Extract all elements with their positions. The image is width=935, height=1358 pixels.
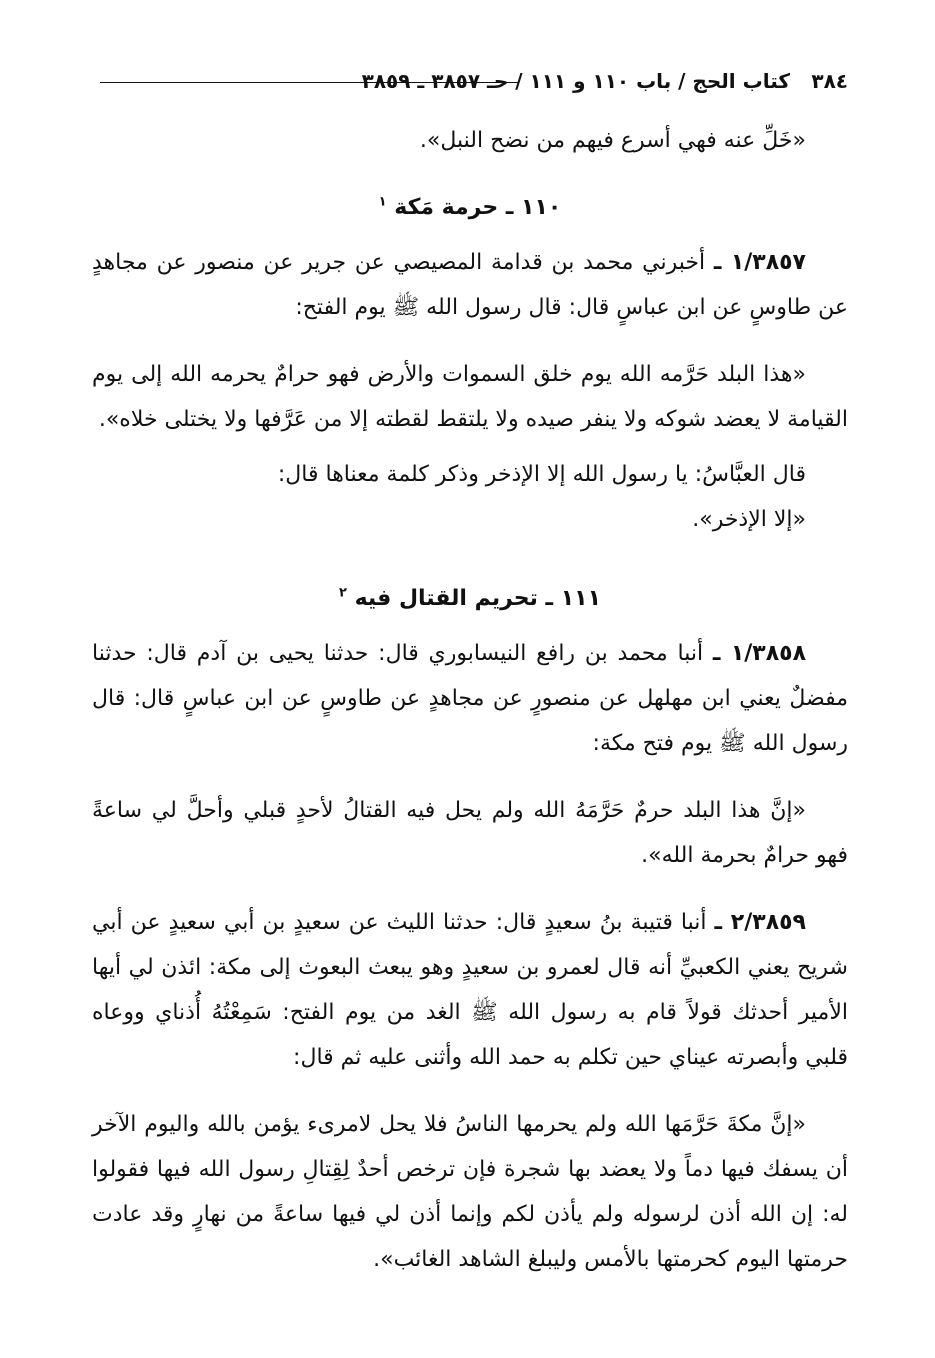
hadith-3858-chain-text: أنبا محمد بن رافع النيسابوري قال: حدثنا يحيى بن آدم قال: حدثنا مفضلٌ يعني ابن مهلهل عن منصورٍ عن مجاهدٍ عن طاوسٍ عن ابن عباسٍ قال: قال رسول الله ﷺ يوم فتح مكة: xyxy=(92,641,848,756)
hadith-number-3859: ٢/٣٨٥٩ ـ xyxy=(714,910,806,935)
chapter-title-110: ١١٠ ـ حرمة مَكة xyxy=(394,195,562,220)
running-header xyxy=(92,64,848,98)
footnote-ref-2: ٢ xyxy=(338,585,347,601)
hadith-3857-text: «هذا البلد حَرَّمه الله يوم خلق السموات والأرض فهو حرامٌ يحرمه الله إلى يوم القيامة لا يعضد شوكه ولا ينفر صيده ولا يلتقط لقطته إلا من عَرَّفها ولا يختلى خلاه». xyxy=(92,362,848,432)
hadith-number-3857: ١/٣٨٥٧ ـ xyxy=(713,250,806,275)
page-number: ٣٨٤ xyxy=(811,69,848,93)
spacer xyxy=(92,542,848,576)
spacer xyxy=(92,878,848,900)
spacer xyxy=(92,442,848,452)
spacer xyxy=(92,163,848,185)
chapter-heading-110 xyxy=(92,185,848,230)
chapter-heading-111 xyxy=(92,576,848,621)
hadith-3857-reply: «إلا الإذخر». xyxy=(692,507,806,532)
spacer xyxy=(92,330,848,352)
hadith-number-3858: ١/٣٨٥٨ ـ xyxy=(712,641,807,666)
hadith-3858-chain xyxy=(92,631,848,766)
hadith-3857-chain-text: أخبرني محمد بن قدامة المصيصي عن جرير عن منصور عن مجاهدٍ عن طاوسٍ عن ابن عباسٍ قال: قال رسول الله ﷺ يوم الفتح: xyxy=(92,250,848,320)
spacer xyxy=(92,230,848,240)
hadith-3858-text: «إنَّ هذا البلد حرمٌ حَرَّمَهُ الله ولم يحل فيه القتالُ لأحدٍ قبلي وأحلَّ لي ساعةً فهو حرامٌ بحرمة الله». xyxy=(92,798,848,868)
hadith-3859-chain-text: أنبا قتيبة بنُ سعيدٍ قال: حدثنا الليث عن سعيدٍ بن أبي سعيدٍ عن أبي شريح يعني الكعبيِّ أنه قال لعمرو بن سعيدٍ وهو يبعث البعوث إلى مكة: ائذن لي أيها الأمير أحدثك قولاً قام به رسول الله ﷺ الغد من يوم الفتح: سَمِعْتُهُ أُذناي ووعاه قلبي وأبصرته عيناي حين تكلم به حمد الله وأثنى عليه ثم قال: xyxy=(92,910,848,1070)
hadith-3859-chain xyxy=(92,900,848,1080)
running-title: كتاب الحج / باب ١١٠ و ١١١ / حـ ٣٨٥٧ ـ ٣٨٥٩ xyxy=(361,69,790,93)
hadith-3857-chain xyxy=(92,240,848,330)
chapter-title-111: ١١١ ـ تحريم القتال فيه xyxy=(354,586,602,611)
spacer xyxy=(92,766,848,788)
page-body xyxy=(92,118,848,1282)
spacer xyxy=(92,1080,848,1102)
header-rule xyxy=(100,82,518,83)
footnote-ref-1: ١ xyxy=(378,194,387,210)
hadith-3857-abbas: قال العبَّاسُ: يا رسول الله إلا الإذخر وذكر كلمة معناها قال: xyxy=(277,462,806,487)
spacer xyxy=(92,621,848,631)
continuation-text: «خَلِّ عنه فهي أسرع فيهم من نضح النبل». xyxy=(419,128,806,153)
hadith-3859-text: «إنَّ مكةَ حَرَّمَها الله ولم يحرمها الناسُ فلا يحل لامرىء يؤمن بالله واليوم الآخر أن يسفك فيها دماً ولا يعضد بها شجرة فإن ترخص أحدٌ لِقِتالِ رسول الله فيها فقولوا له: إن الله أذن لرسوله ولم يأذن لكم وإنما أذن لي فيها ساعةً من نهارٍ وقد عادت حرمتها اليوم كحرمتها بالأمس وليبلغ الشاهد الغائب». xyxy=(92,1112,848,1272)
